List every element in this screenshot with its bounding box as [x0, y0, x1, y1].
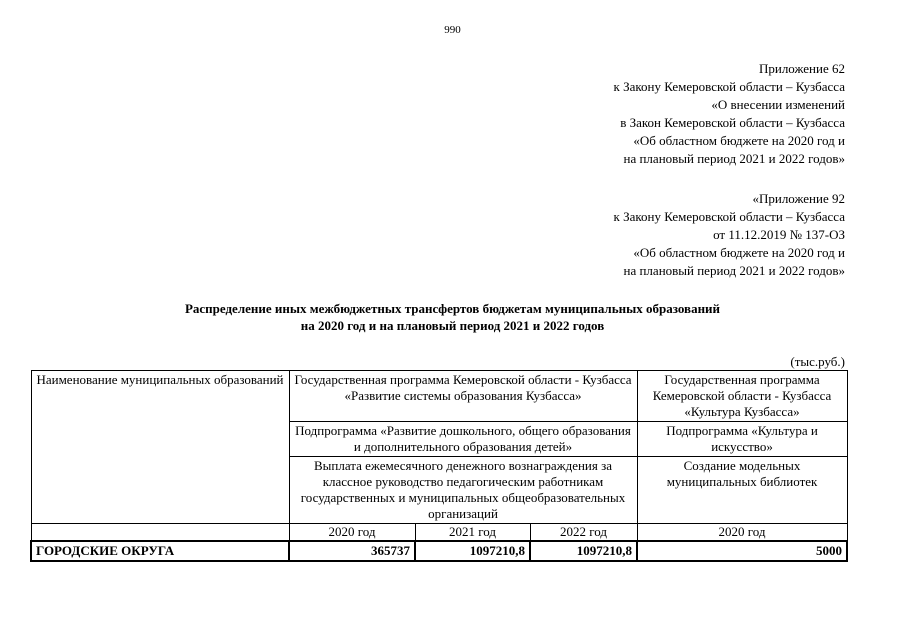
page-number: 990 [444, 24, 461, 36]
units-label: (тыс.руб.) [790, 354, 845, 369]
budget-table [30, 370, 848, 562]
appendix-line: на плановый период 2021 и 2022 годов» [623, 263, 845, 278]
appendix-header-2 [614, 190, 846, 280]
appendix-line: «О внесении изменений [711, 97, 845, 112]
empty-header-cell [31, 524, 289, 542]
program-1-header: Государственная программа Кемеровской области - Кузбасса «Развитие системы образования Кузбасса» [289, 371, 637, 422]
document-title-line-1: Распределение иных межбюджетных трансфертов бюджетам муниципальных образований [184, 301, 721, 316]
appendix-line: к Закону Кемеровской области – Кузбасса [613, 209, 845, 224]
value-cell: 5000 [637, 541, 847, 561]
name-column-header: Наименование муниципальных образований [31, 371, 289, 524]
year-header-cell: 2022 год [530, 524, 637, 542]
value-cell: 1097210,8 [530, 541, 637, 561]
subprogram-1-header: Подпрограмма «Развитие дошкольного, общего образования и дополнительного образования детей» [289, 422, 637, 457]
appendix-line: «Об областном бюджете на 2020 год и [633, 133, 845, 148]
row-name-cell: ГОРОДСКИЕ ОКРУГА [31, 541, 289, 561]
measure-2-header: Создание модельных муниципальных библиотек [637, 457, 847, 524]
header-row-programs [31, 371, 847, 422]
document-title [0, 300, 905, 334]
appendix-line: к Закону Кемеровской области – Кузбасса [613, 79, 845, 94]
program-2-header: Государственная программа Кемеровской области - Кузбасса «Культура Кузбасса» [637, 371, 847, 422]
header-row-years [31, 524, 847, 542]
document-title-line-2: на 2020 год и на плановый период 2021 и 2022 годов [300, 318, 605, 333]
subprogram-2-header: Подпрограмма «Культура и искусство» [637, 422, 847, 457]
year-header-cell: 2020 год [289, 524, 415, 542]
value-cell: 1097210,8 [415, 541, 530, 561]
appendix-line: в Закон Кемеровской области – Кузбасса [620, 115, 845, 130]
measure-1-header: Выплата ежемесячного денежного вознаграждения за классное руководство педагогическим работникам государственных и муниципальных общеобразовательных организаций [289, 457, 637, 524]
year-header-cell: 2021 год [415, 524, 530, 542]
value-cell: 365737 [289, 541, 415, 561]
appendix-line: Приложение 62 [758, 61, 845, 76]
appendix-line: на плановый период 2021 и 2022 годов» [623, 151, 845, 166]
appendix-line: «Об областном бюджете на 2020 год и [633, 245, 845, 260]
appendix-line: от 11.12.2019 № 137-ОЗ [713, 227, 845, 242]
table-row [31, 541, 847, 561]
year-header-cell: 2020 год [637, 524, 847, 542]
appendix-header-1 [614, 60, 846, 168]
appendix-line: «Приложение 92 [752, 191, 845, 206]
